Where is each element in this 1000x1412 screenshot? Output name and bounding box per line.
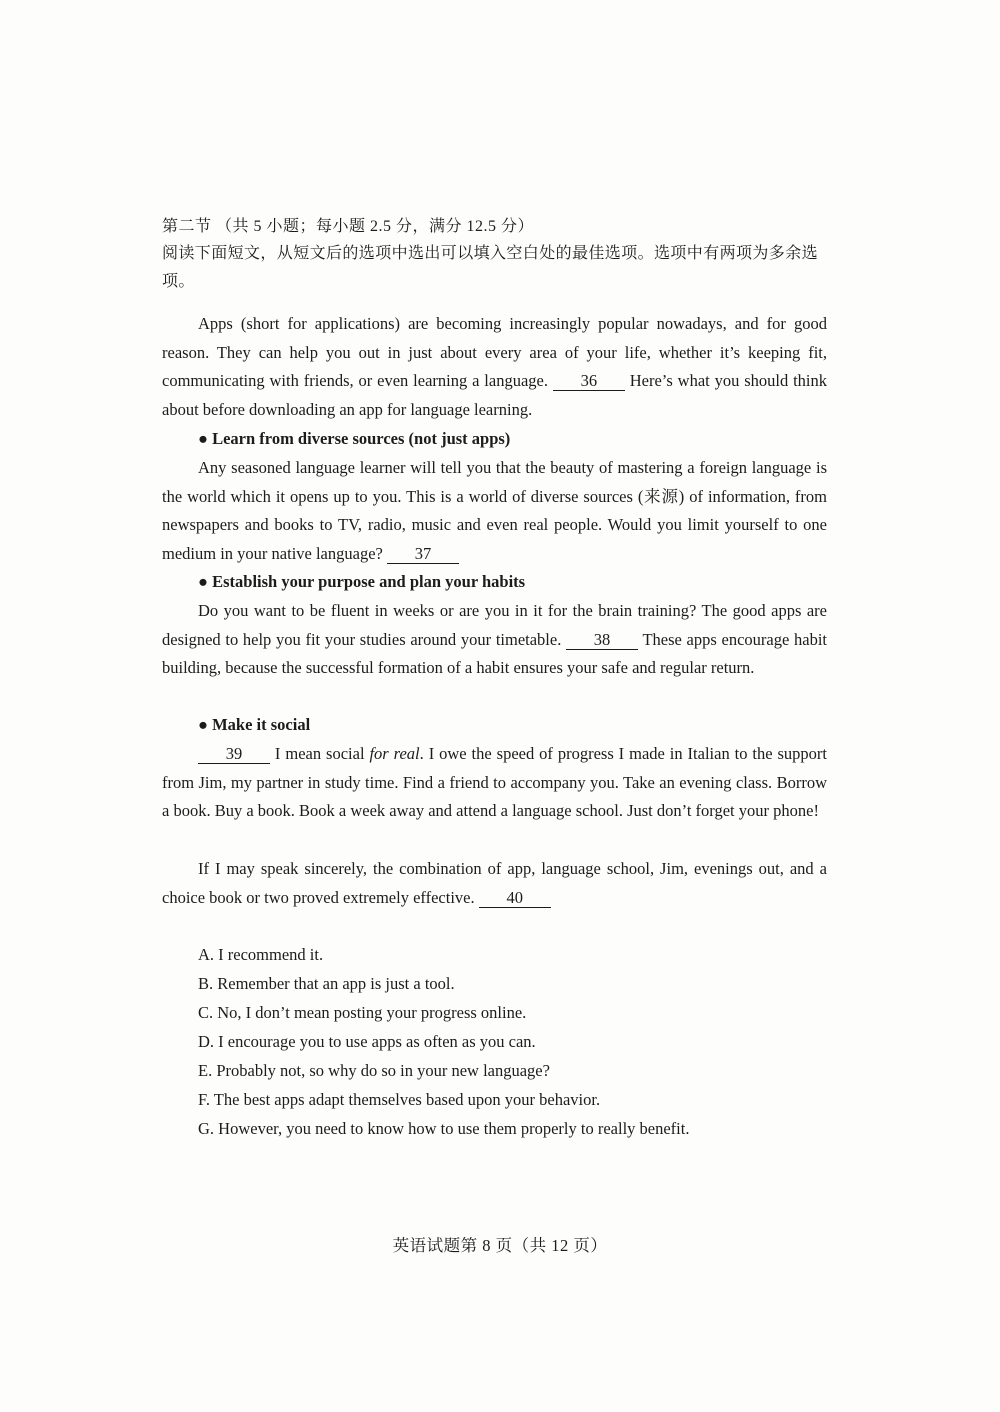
subheading-make-it-social: ● Make it social xyxy=(198,715,311,734)
option-c: C. No, I don’t mean posting your progress online. xyxy=(198,1003,527,1022)
options-list xyxy=(198,940,689,1143)
emphasis-text: for real xyxy=(369,744,420,763)
passage-paragraph-3 xyxy=(162,597,827,683)
option-d: D. I encourage you to use apps as often as you can. xyxy=(198,1032,536,1051)
passage-paragraph-2 xyxy=(162,454,827,569)
page-footer: 英语试题第 8 页（共 12 页） xyxy=(392,1236,608,1255)
subheading-diverse-sources: ● Learn from diverse sources (not just apps) xyxy=(198,429,511,448)
paragraph-text: If I may speak sincerely, the combination of app, language school, Jim, evenings out, and a choice book or two proved extremely effective. xyxy=(162,859,827,907)
passage-paragraph-4 xyxy=(162,740,827,826)
paragraph-text: These apps encourage habit building, because the successful formation of a habit ensures your safe and regular return. xyxy=(162,629,828,678)
subheading-purpose-habits: ● Establish your purpose and plan your habits xyxy=(198,572,526,591)
option-g: G. However, you need to know how to use them properly to really benefit. xyxy=(198,1119,690,1138)
paragraph-text: I mean social xyxy=(270,744,370,763)
paragraph-text: Here’s what you should think about before downloading an app for language learning. xyxy=(162,371,828,420)
blank-36: 36 xyxy=(553,371,625,391)
section-instructions: 阅读下面短文，从短文后的选项中选出可以填入空白处的最佳选项。选项中有两项为多余选项。 xyxy=(162,245,819,290)
paragraph-text: . I owe the speed of progress I made in Italian to the support from Jim, my partner in study time. Find a friend to accompany you. Take an evening class. Borrow a book. Buy a book. Book a week away and attend a language school. Just don’t forget your phone! xyxy=(162,744,827,821)
blank-37: 37 xyxy=(387,544,459,564)
section-header: 第二节 （共 5 小题；每小题 2.5 分，满分 12.5 分） xyxy=(162,218,535,235)
passage-paragraph-5 xyxy=(162,855,827,912)
passage-paragraph-1 xyxy=(162,310,827,425)
paragraph-text: Any seasoned language learner will tell you that the beauty of mastering a foreign language is the world which it opens up to you. This is a world of diverse sources (来源) of information, from newspapers and books to TV, radio, music and even real people. Would you limit yourself to one medium in your native language? xyxy=(162,458,827,564)
paragraph-text: Do you want to be fluent in weeks or are you in it for the brain training? The good apps are designed to help you fit your studies around your timetable. xyxy=(162,601,827,649)
option-f: F. The best apps adapt themselves based upon your behavior. xyxy=(198,1090,601,1109)
option-e: E. Probably not, so why do so in your new language? xyxy=(198,1061,550,1080)
option-b: B. Remember that an app is just a tool. xyxy=(198,974,455,993)
option-a: A. I recommend it. xyxy=(198,945,324,964)
blank-39: 39 xyxy=(198,744,270,764)
blank-40: 40 xyxy=(479,888,551,908)
paragraph-text: Apps (short for applications) are becoming increasingly popular nowadays, and for good reason. They can help you out in just about every area of your life, whether it’s keeping fit, communicating with friends, or even learning a language. xyxy=(162,314,827,391)
blank-38: 38 xyxy=(566,630,638,650)
